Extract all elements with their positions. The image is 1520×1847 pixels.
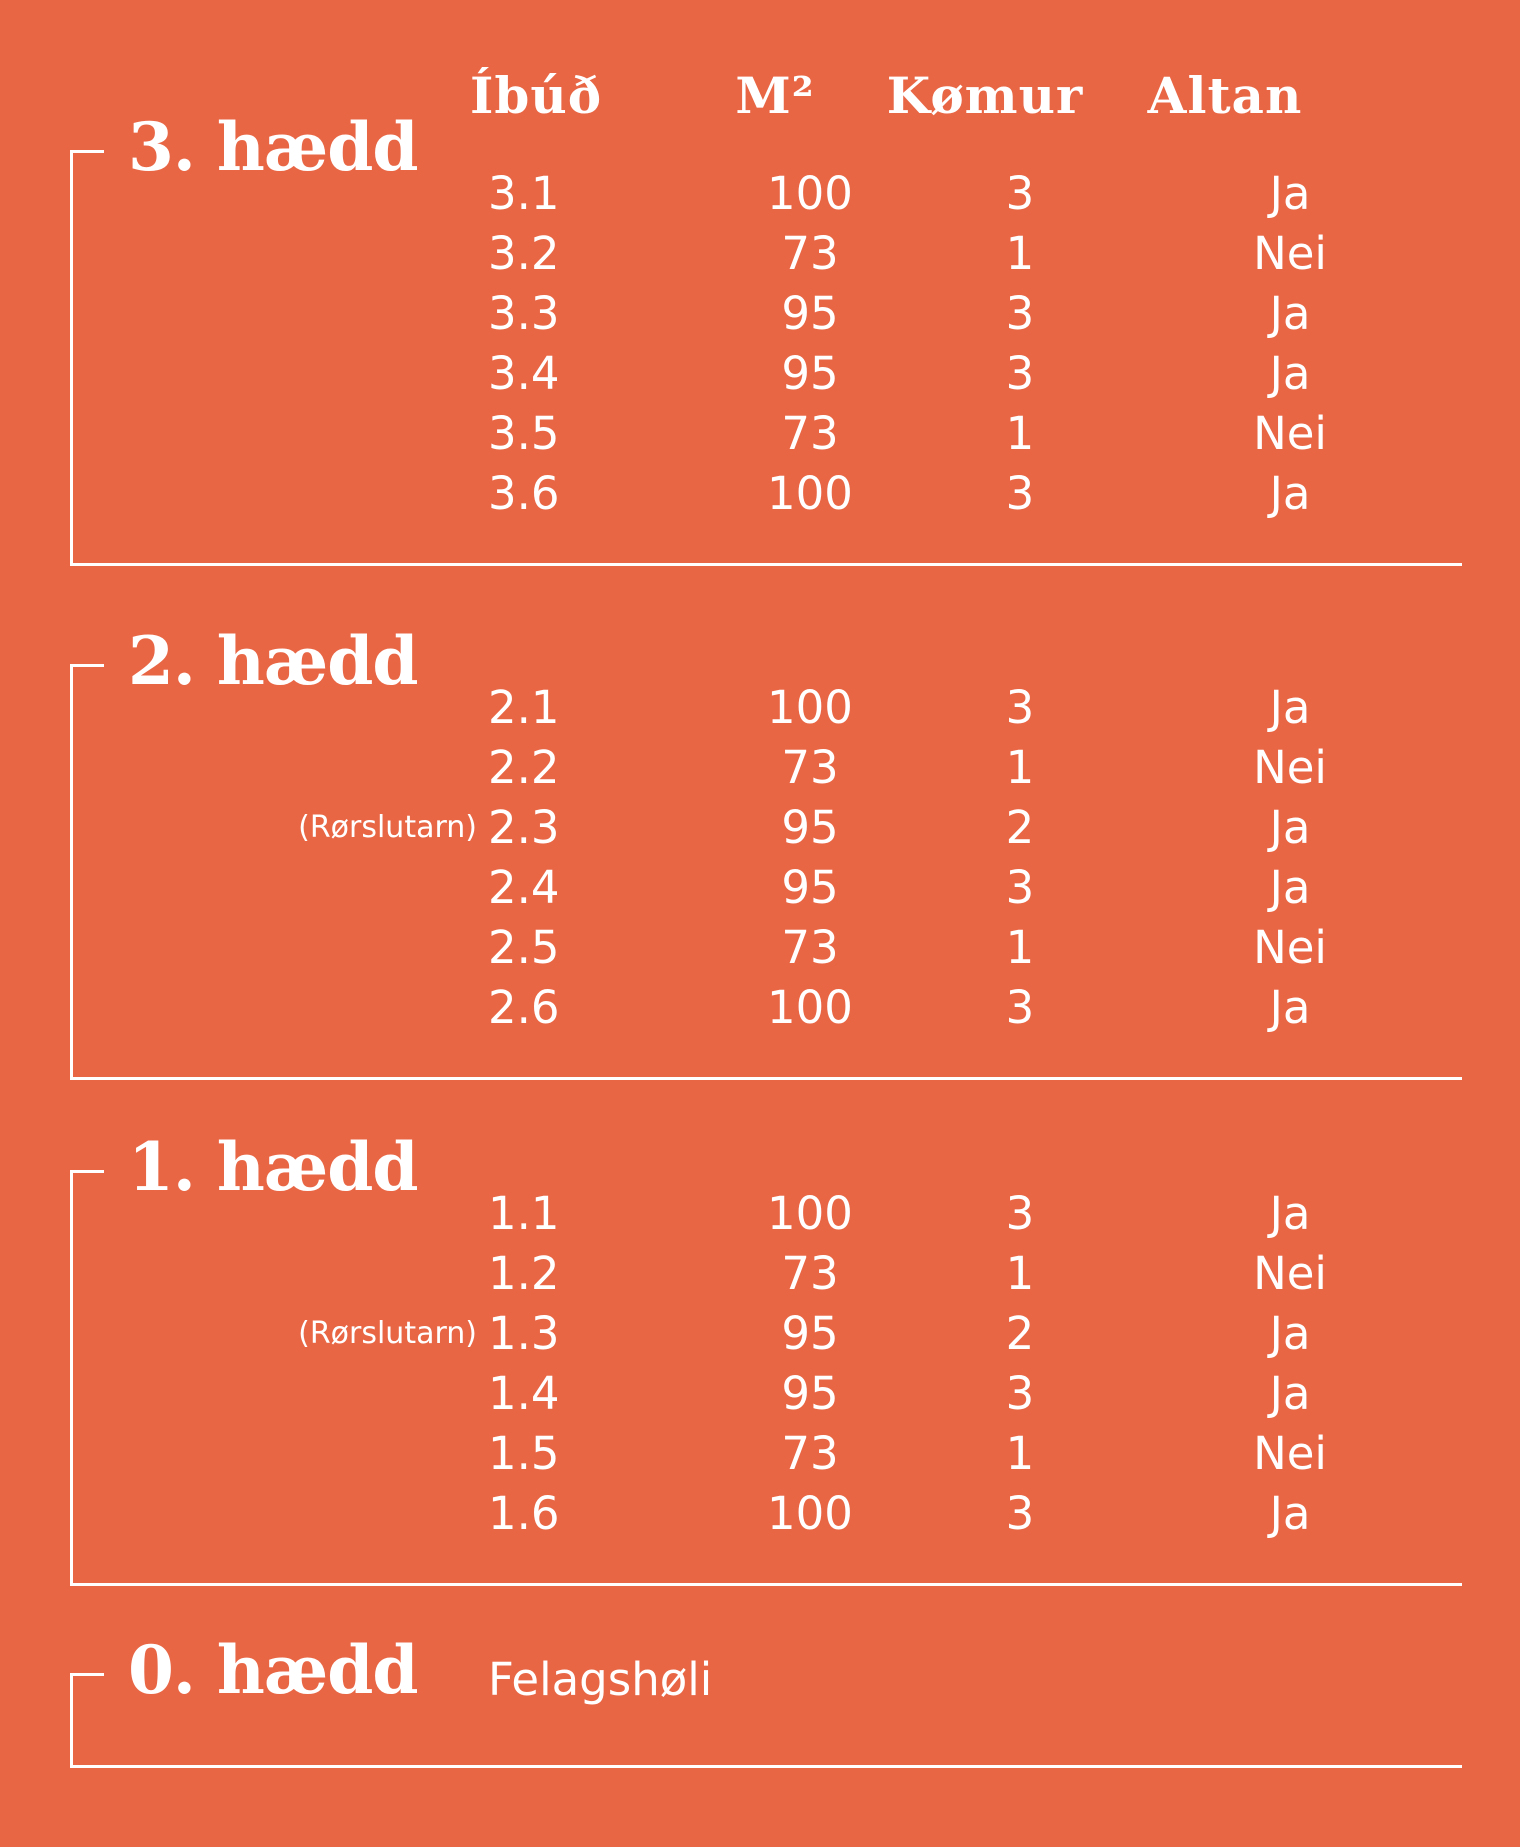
unit-balcony: Nei xyxy=(1253,1427,1327,1480)
floor-section-3 xyxy=(70,108,1462,566)
unit-id: 3.2 xyxy=(488,227,560,280)
unit-balcony: Ja xyxy=(1269,287,1311,340)
unit-area: 100 xyxy=(767,1487,853,1540)
unit-rooms: 1 xyxy=(1005,1247,1035,1300)
unit-area: 100 xyxy=(767,167,853,220)
unit-area: 95 xyxy=(781,1307,839,1360)
table-row xyxy=(70,164,1462,224)
unit-balcony: Ja xyxy=(1269,467,1311,520)
ground-floor-label: Felagshøli xyxy=(488,1653,713,1706)
unit-id: 2.6 xyxy=(488,981,560,1034)
unit-id: 1.3 xyxy=(488,1307,560,1360)
floor-section-1 xyxy=(70,1128,1462,1586)
unit-balcony: Ja xyxy=(1269,167,1311,220)
unit-rooms: 3 xyxy=(1005,287,1035,340)
unit-id: 3.6 xyxy=(488,467,560,520)
unit-rooms: 3 xyxy=(1005,167,1035,220)
header-unit: Íbúð xyxy=(470,66,603,125)
unit-area: 95 xyxy=(781,287,839,340)
unit-area: 73 xyxy=(781,1427,839,1480)
floor-title: 2. hædd xyxy=(128,622,418,700)
unit-area: 100 xyxy=(767,467,853,520)
unit-area: 73 xyxy=(781,1247,839,1300)
table-row xyxy=(70,1304,1462,1364)
header-rooms: Kømur xyxy=(886,66,1084,125)
unit-rooms: 1 xyxy=(1005,227,1035,280)
unit-rooms: 3 xyxy=(1005,981,1035,1034)
unit-note: (Rørslutarn) xyxy=(298,810,477,845)
unit-balcony: Nei xyxy=(1253,921,1327,974)
unit-rooms: 2 xyxy=(1005,801,1035,854)
unit-balcony: Ja xyxy=(1269,1487,1311,1540)
floor-bracket-tick xyxy=(70,1170,104,1173)
table-row xyxy=(70,858,1462,918)
unit-area: 95 xyxy=(781,347,839,400)
unit-id: 3.3 xyxy=(488,287,560,340)
unit-id: 1.1 xyxy=(488,1187,560,1240)
unit-area: 73 xyxy=(781,227,839,280)
unit-rooms: 3 xyxy=(1005,467,1035,520)
table-row xyxy=(70,978,1462,1038)
unit-balcony: Ja xyxy=(1269,1367,1311,1420)
table-row xyxy=(70,678,1462,738)
unit-rooms: 3 xyxy=(1005,681,1035,734)
floor-section-0 xyxy=(70,1631,1462,1768)
unit-balcony: Ja xyxy=(1269,1187,1311,1240)
unit-balcony: Nei xyxy=(1253,1247,1327,1300)
unit-area: 95 xyxy=(781,861,839,914)
unit-id: 1.5 xyxy=(488,1427,560,1480)
unit-id: 2.5 xyxy=(488,921,560,974)
unit-rooms: 1 xyxy=(1005,921,1035,974)
floor-title: 3. hædd xyxy=(128,108,418,186)
unit-id: 2.4 xyxy=(488,861,560,914)
unit-balcony: Ja xyxy=(1269,861,1311,914)
unit-area: 95 xyxy=(781,801,839,854)
unit-balcony: Nei xyxy=(1253,227,1327,280)
unit-balcony: Ja xyxy=(1269,801,1311,854)
unit-rooms: 3 xyxy=(1005,1487,1035,1540)
floor-bracket-tick xyxy=(70,150,104,153)
unit-area: 73 xyxy=(781,407,839,460)
table-row xyxy=(70,1424,1462,1484)
unit-rooms: 3 xyxy=(1005,861,1035,914)
unit-rooms: 3 xyxy=(1005,347,1035,400)
table-row xyxy=(70,1364,1462,1424)
unit-id: 1.4 xyxy=(488,1367,560,1420)
unit-area: 100 xyxy=(767,981,853,1034)
floor-title: 0. hædd xyxy=(128,1631,418,1709)
unit-rooms: 2 xyxy=(1005,1307,1035,1360)
unit-rooms: 1 xyxy=(1005,407,1035,460)
table-row xyxy=(70,1484,1462,1544)
floor-section-2 xyxy=(70,622,1462,1080)
unit-id: 2.1 xyxy=(488,681,560,734)
unit-area: 95 xyxy=(781,1367,839,1420)
unit-area: 73 xyxy=(781,741,839,794)
unit-area: 100 xyxy=(767,1187,853,1240)
unit-rooms: 1 xyxy=(1005,741,1035,794)
unit-balcony: Ja xyxy=(1269,347,1311,400)
unit-id: 1.6 xyxy=(488,1487,560,1540)
floor-bracket-tick xyxy=(70,664,104,667)
header-balcony: Altan xyxy=(1147,66,1303,125)
table-row xyxy=(70,918,1462,978)
table-row xyxy=(70,1184,1462,1244)
unit-rooms: 1 xyxy=(1005,1427,1035,1480)
table-row xyxy=(70,798,1462,858)
unit-note: (Rørslutarn) xyxy=(298,1316,477,1351)
unit-id: 3.5 xyxy=(488,407,560,460)
floor-bracket-tick xyxy=(70,1673,104,1676)
unit-rooms: 3 xyxy=(1005,1367,1035,1420)
unit-id: 1.2 xyxy=(488,1247,560,1300)
unit-id: 3.1 xyxy=(488,167,560,220)
unit-id: 3.4 xyxy=(488,347,560,400)
table-row xyxy=(70,344,1462,404)
unit-balcony: Nei xyxy=(1253,407,1327,460)
unit-area: 73 xyxy=(781,921,839,974)
unit-id: 2.3 xyxy=(488,801,560,854)
floor-title: 1. hædd xyxy=(128,1128,418,1206)
unit-id: 2.2 xyxy=(488,741,560,794)
table-row xyxy=(70,1244,1462,1304)
unit-balcony: Ja xyxy=(1269,681,1311,734)
header-area: M² xyxy=(735,66,815,125)
table-row xyxy=(70,738,1462,798)
unit-area: 100 xyxy=(767,681,853,734)
unit-rooms: 3 xyxy=(1005,1187,1035,1240)
table-row xyxy=(70,224,1462,284)
table-row xyxy=(70,404,1462,464)
table-row xyxy=(70,464,1462,524)
unit-balcony: Ja xyxy=(1269,1307,1311,1360)
table-row xyxy=(70,284,1462,344)
unit-balcony: Nei xyxy=(1253,741,1327,794)
unit-balcony: Ja xyxy=(1269,981,1311,1034)
